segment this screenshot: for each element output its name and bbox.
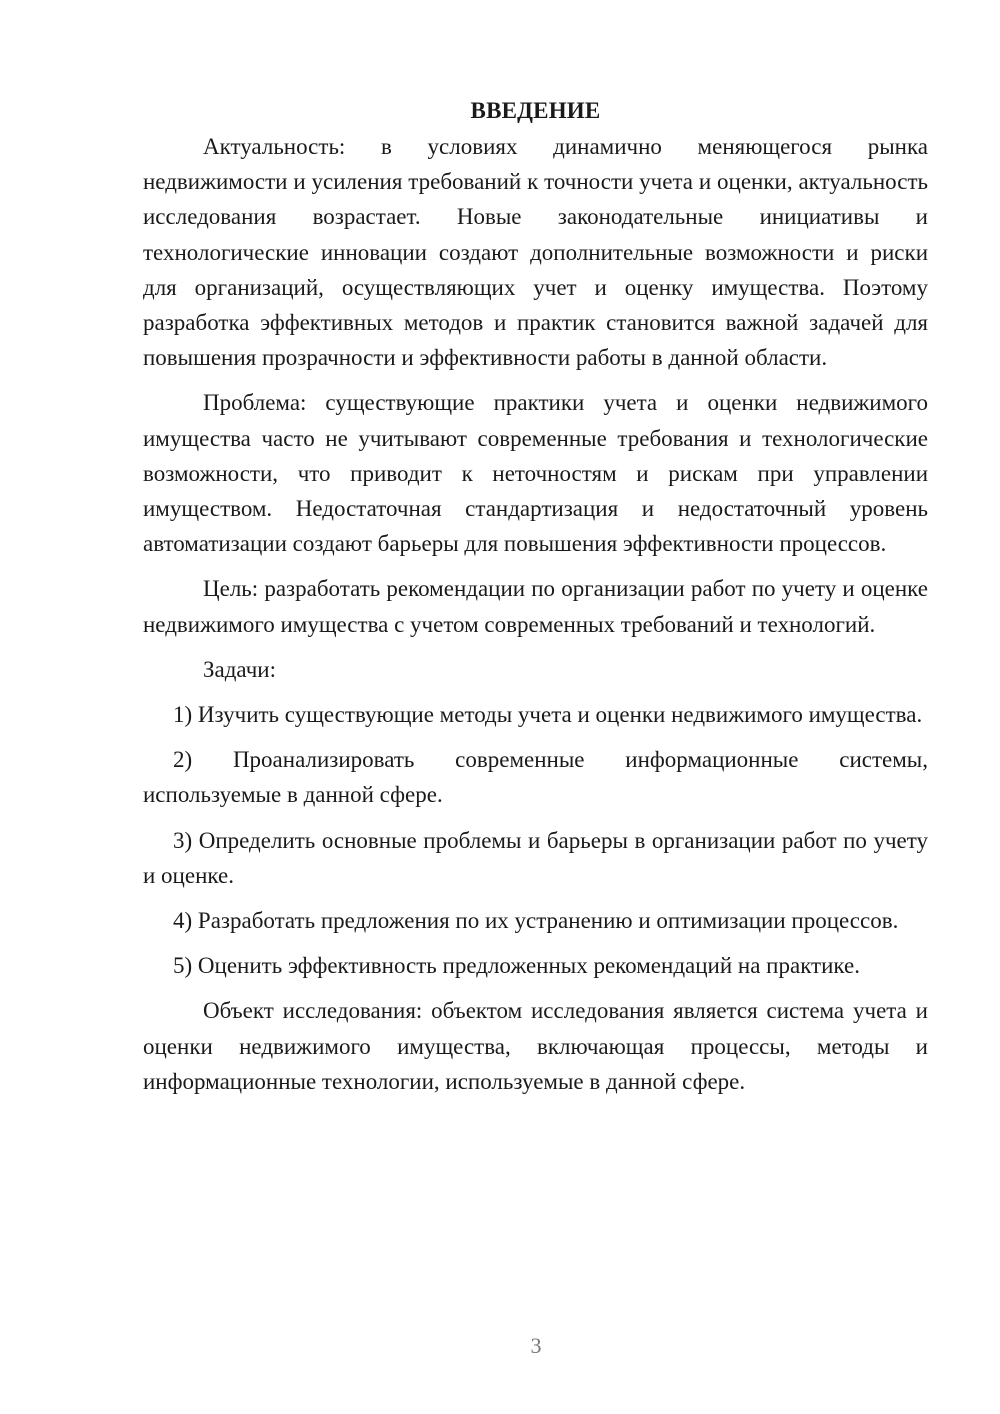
tasks-list (143, 697, 928, 983)
page-title: ВВЕДЕНИЕ (470, 98, 601, 123)
page-number: 3 (530, 1333, 542, 1358)
goal-paragraph: Цель: разработать рекомендации по организации работ по учету и оценке недвижимого имущества с учетом современных требований и технологий. (143, 576, 928, 637)
object-paragraph: Объект исследования: объектом исследования является система учета и оценки недвижимого имущества, включающая процессы, методы и информационные технологии, используемые в данной сфере. (143, 998, 928, 1094)
task-item-5: 5) Оценить эффективность предложенных рекомендаций на практике. (173, 953, 860, 979)
problem-paragraph: Проблема: существующие практики учета и оценки недвижимого имущества часто не учитывают современные требования и технологические возможности, что приводит к неточностям и рискам при управлении имуществом. Недостаточная стандартизация и недостаточный уровень автоматизации создают барьеры для повышения эффективности процессов. (143, 390, 928, 557)
task-item-1: 1) Изучить существующие методы учета и оценки недвижимого имущества. (173, 702, 923, 728)
relevance-paragraph: Актуальность: в условиях динамично меняющегося рынка недвижимости и усиления требований к точности учета и оценки, актуальность исследования возрастает. Новые законодательные инициативы и технологические инновации создают дополнительные возможности и риски для организаций, осуществляющих учет и оценку имущества. Поэтому разработка эффективных методов и практик становится важной задачей для повышения прозрачности и эффективности работы в данной области. (143, 134, 928, 371)
task-item-3: 3) Определить основные проблемы и барьеры в организации работ по учету и оценке. (143, 827, 928, 888)
task-item-2: 2) Проанализировать современные информационные системы, используемые в данной сфере. (143, 747, 928, 808)
tasks-label: Задачи: (203, 656, 276, 682)
task-item-4: 4) Разработать предложения по их устранению и оптимизации процессов. (173, 908, 899, 934)
page-content (143, 93, 928, 1109)
